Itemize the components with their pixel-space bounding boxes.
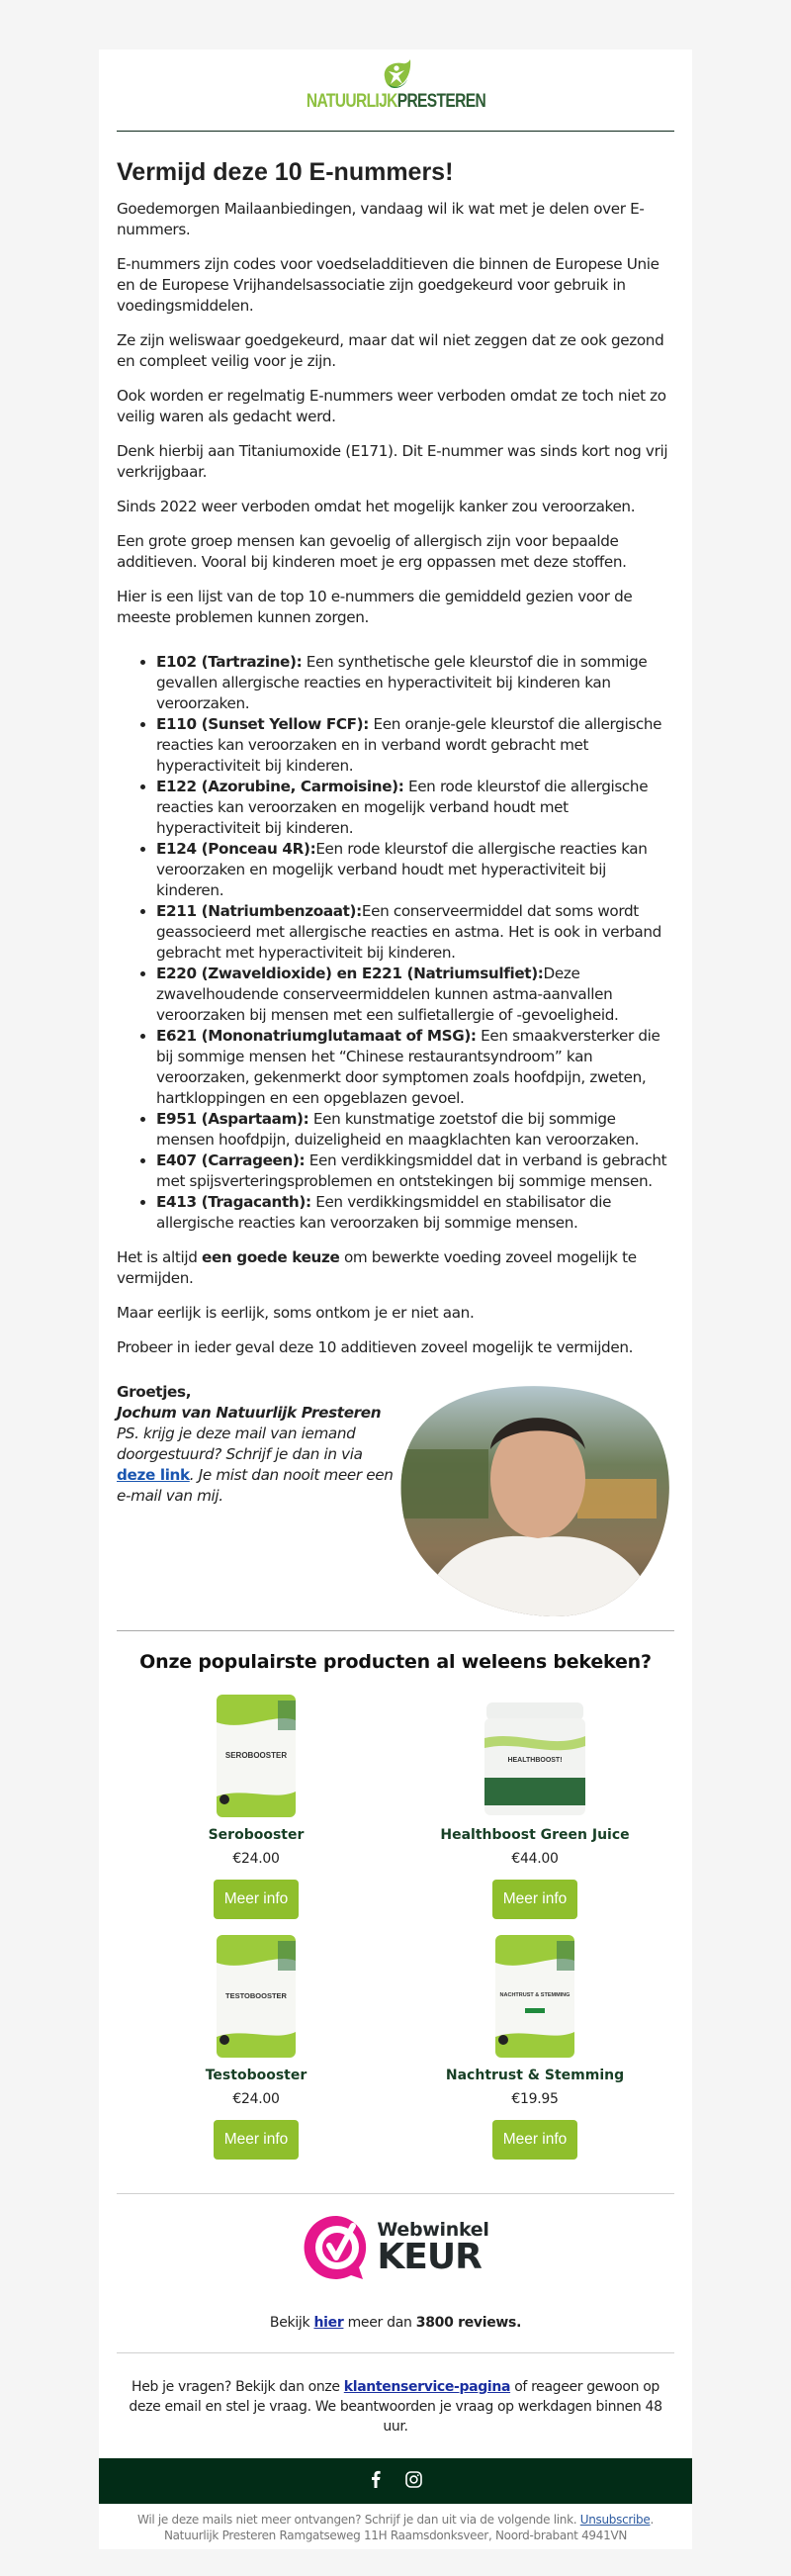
closing-paragraph: Maar eerlijk is eerlijk, soms ontkom je er niet aan. (117, 1304, 475, 1322)
list-item: • E102 (Tartrazine): Een synthetische gele kleurstof die in sommige gevallen allergische reacties en hyperactiviteit bij kinderen kan veroorzaken. (156, 652, 674, 714)
article-title: Vermijd deze 10 E-nummers! (117, 158, 454, 186)
company-address: Natuurlijk Presteren Ramgatseweg 11H Raamsdonksveer, Noord-brabant 4941VN (163, 2529, 628, 2542)
more-info-button[interactable]: Meer info (214, 2120, 299, 2160)
product-image[interactable] (485, 1933, 584, 2060)
signature-text (117, 1382, 397, 1622)
facebook-icon[interactable] (370, 2470, 382, 2492)
signature-greeting: Groetjes, (117, 1383, 192, 1401)
section-divider (117, 2193, 674, 2194)
list-item: • E124 (Ponceau 4R):Een rode kleurstof die allergische reacties kan veroorzaken en mogelijk verband houdt met hyperactiviteit bij kinderen. (156, 839, 674, 901)
email-container (99, 49, 692, 2549)
svg-text:SEROBOOSTER: SEROBOOSTER (224, 1751, 288, 1760)
product-name[interactable]: Healthboost Green Juice (440, 1827, 630, 1843)
list-item: • E220 (Zwaveldioxide) en E221 (Natriumsulfiet):Deze zwavelhoudende conserveermiddelen kunnen astma-aanvallen veroorzaken bij mensen met een sulfietallergie of -gevoeligheid. (156, 964, 674, 1026)
ps-note: PS. krijg je deze mail van iemand doorgestuurd? Schrijf je dan in via deze link. Je mist dan nooit meer een e-mail van mij. (117, 1425, 394, 1505)
list-item: • E110 (Sunset Yellow FCF): Een oranje-gele kleurstof die allergische reacties kan veroorzaken en in verband wordt gebracht met hyperactiviteit bij kinderen. (156, 714, 674, 777)
author-photo (399, 1380, 674, 1622)
more-info-button[interactable]: Meer info (214, 1880, 299, 1919)
svg-text:TESTOBOOSTER: TESTOBOOSTER (225, 1991, 287, 2000)
list-item: • E621 (Mononatriumglutamaat of MSG): Een smaakversterker die bij sommige mensen het “Chinese restaurantsyndroom” kan veroorzaken, gekenmerkt door symptomen zoals hoofdpijn, zweten, hartkloppingen en een opgeblazen gevoel. (156, 1026, 674, 1109)
product-image[interactable] (481, 1693, 589, 1819)
product-name[interactable]: Serobooster (208, 1827, 305, 1843)
keur-line1: Webwinkel (377, 2218, 489, 2241)
paragraph: Ze zijn weliswaar goedgekeurd, maar dat wil niet zeggen dat ze ook gezond en compleet veilig voor je zijn. (117, 331, 664, 370)
product-price: €24.00 (232, 2091, 280, 2107)
more-info-button[interactable]: Meer info (492, 1880, 577, 1919)
paragraph: Hier is een lijst van de top 10 e-nummers die gemiddeld gezien voor de meeste problemen kunnen zorgen. (117, 588, 633, 626)
signature-name: Jochum van Natuurlijk Presteren (117, 1404, 382, 1422)
product-card (117, 1933, 396, 2160)
paragraph: Ook worden er regelmatig E-nummers weer verboden omdat ze toch niet zo veilig waren als gedacht werd. (117, 387, 666, 425)
product-card (396, 1693, 674, 1919)
paragraph: Sinds 2022 weer verboden omdat het mogelijk kanker zou veroorzaken. (117, 498, 636, 515)
reviews-text: Bekijk hier meer dan 3800 reviews. (269, 2315, 522, 2331)
product-image[interactable] (207, 1933, 306, 2060)
e-number-list (117, 652, 674, 1234)
brand-logo[interactable] (117, 49, 674, 121)
paragraph: Goedemorgen Mailaanbiedingen, vandaag wil ik wat met je delen over E-nummers. (117, 200, 645, 238)
header-divider (117, 131, 674, 132)
product-name[interactable]: Nachtrust & Stemming (445, 2068, 625, 2083)
product-grid (117, 1693, 674, 2160)
svg-text:NACHTRUST & STEMMING: NACHTRUST & STEMMING (499, 1992, 571, 1998)
unsubscribe-footer: Wil je deze mails niet meer ontvangen? Schrijf je dan uit via de volgende link. Unsubscribe. Natuurlijk Presteren Ramgatseweg 11H Raamsdonksveer, Noord-brabant 4941VN (99, 2504, 692, 2549)
unsubscribe-link[interactable]: Unsubscribe (579, 2513, 651, 2527)
help-text: Heb je vragen? Bekijk dan onze klantenservice-pagina of reageer gewoon op deze email en stel je vraag. We beantwoorden je vraag op werkdagen binnen 48 uur. (129, 2379, 662, 2435)
list-item: • E211 (Natriumbenzoaat):Een conserveermiddel dat soms wordt geassocieerd met allergische reacties en astma. Het is ook in verband gebracht met hyperactiviteit bij kinderen. (156, 901, 674, 964)
list-item: • E413 (Tragacanth): Een verdikkingsmiddel en stabilisator die allergische reacties kan veroorzaken bij sommige mensen. (156, 1192, 674, 1234)
social-bar (99, 2458, 692, 2504)
product-card (396, 1933, 674, 2160)
paragraph: Denk hierbij aan Titaniumoxide (E171). Dit E-nummer was sinds kort nog vrij verkrijgbaar. (117, 442, 668, 481)
product-price: €19.95 (511, 2091, 559, 2107)
signature-block (117, 1382, 674, 1622)
section-divider (117, 2352, 674, 2353)
list-item: • E951 (Aspartaam): Een kunstmatige zoetstof die bij sommige mensen hoofdpijn, duizeligheid en maagklachten kan veroorzaken. (156, 1109, 674, 1150)
paragraph: E-nummers zijn codes voor voedseladditieven die binnen de Europese Unie en de Europese Vrijhandelsassociatie zijn goedgekeurd voor gebruik in voedingsmiddelen. (117, 255, 659, 315)
product-price: €24.00 (232, 1851, 280, 1867)
section-divider (117, 1630, 674, 1631)
closing-paragraph: Probeer in ieder geval deze 10 additieven zoveel mogelijk te vermijden. (117, 1338, 634, 1356)
product-image[interactable] (207, 1693, 306, 1819)
svg-text:HEALTHBOOST!: HEALTHBOOST! (507, 1757, 563, 1764)
keur-line2: KEUR (377, 2236, 482, 2277)
instagram-icon[interactable] (405, 2471, 422, 2492)
list-item: • E407 (Carrageen): Een verdikkingsmiddel dat in verband is gebracht met spijsverteringsproblemen en ontstekingen bij sommige mensen. (156, 1150, 674, 1192)
product-name[interactable]: Testobooster (205, 2068, 308, 2083)
subscribe-link[interactable]: deze link (117, 1466, 190, 1484)
leaf-person-icon (379, 59, 412, 91)
product-card (117, 1693, 396, 1919)
customer-service-link[interactable]: klantenservice-pagina (343, 2379, 511, 2395)
list-item: • E122 (Azorubine, Carmoisine): Een rode kleurstof die allergische reacties kan veroorzaken en mogelijk verband houdt met hyperactiviteit bij kinderen. (156, 777, 674, 839)
closing-paragraph: Het is altijd een goede keuze om bewerkte voeding zoveel mogelijk te vermijden. (117, 1248, 637, 1287)
brand-wordmark: NATUURLIJKPRESTEREN (306, 91, 485, 112)
products-heading: Onze populairste producten al weleens bekeken? (139, 1651, 652, 1673)
product-price: €44.00 (511, 1851, 559, 1867)
more-info-button[interactable]: Meer info (492, 2120, 577, 2160)
reviews-link[interactable]: hier (313, 2315, 344, 2331)
webwinkel-keur-badge[interactable] (117, 2212, 674, 2283)
keur-check-icon (302, 2212, 373, 2283)
paragraph: Een grote groep mensen kan gevoelig of allergisch zijn voor bepaalde additieven. Vooral bij kinderen moet je erg oppassen met deze stoffen. (117, 532, 627, 571)
